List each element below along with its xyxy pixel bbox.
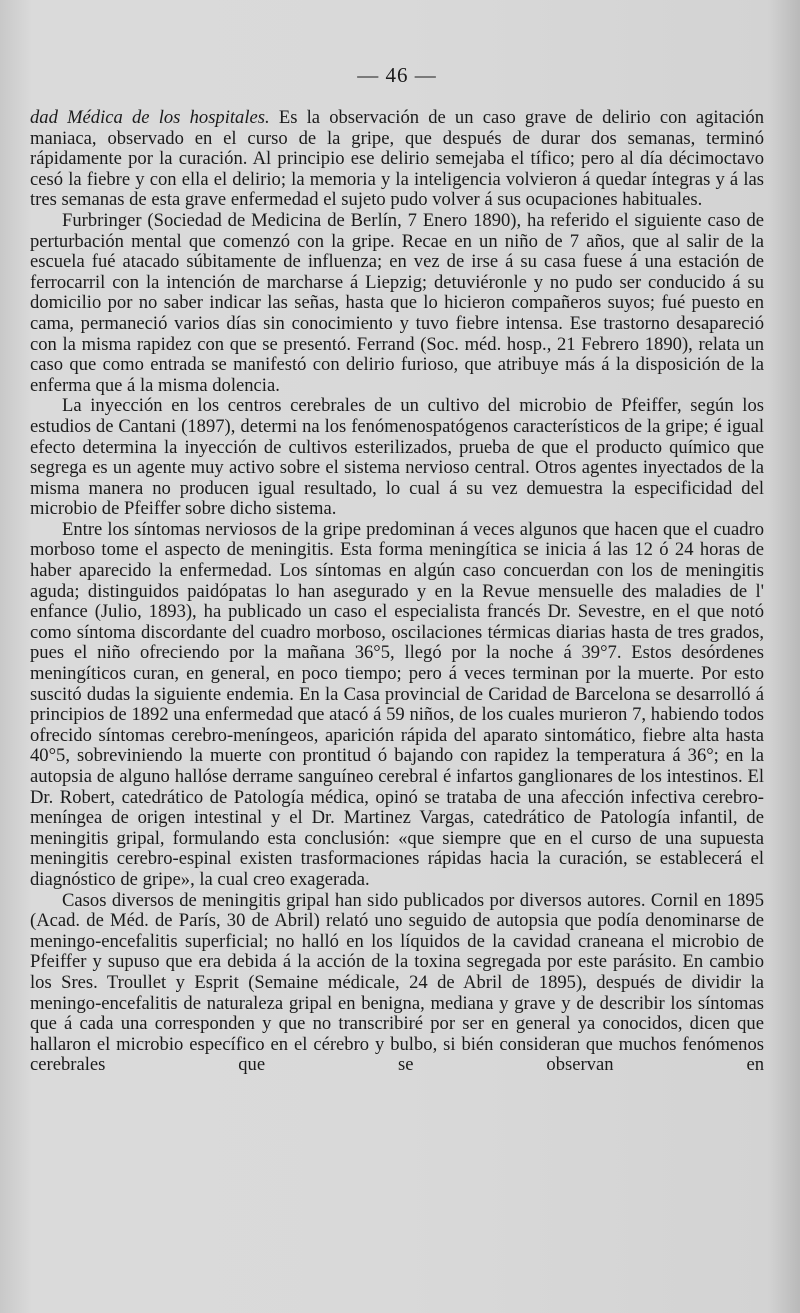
paragraph-3: La inyección en los centros cerebrales de un cultivo del microbio de Pfeiffer, según los estudios de Cantani (1897), determi na los fenómenospatógenos característicos de la gripe; é igual efecto determina la inyección de cultivos esterilizados, prueba de que el producto químico que segrega es un agente muy activo sobre el sistema nervioso central. Otros agentes inyectados de la misma manera no producen igual resultado, lo cual á su vez demuestra la especificidad del microbio de Pfeiffer sobre dicho sistema. (30, 395, 764, 520)
paragraph-1-italic-lead: dad Médica de los hospitales. (30, 107, 270, 128)
paragraph-2: Furbringer (Sociedad de Medicina de Berlín, 7 Enero 1890), ha referido el siguiente caso de perturbación mental que comenzó con la gripe. Recae en un niño de 7 años, que al salir de la escuela fué atacado súbitamente de influenza; en vez de irse á su casa fuese á una estación de ferrocarril con la intención de marcharse á Liepzig; detuviéronle y no pudo ser conducido á su domicilio por no saber indicar las señas, hasta que lo hicieron compañeros suyos; fué puesto en cama, permaneció varios días sin conocimiento y tuvo fiebre intensa. Ese trastorno desapareció con la misma rapidez con que se presentó. Ferrand (Soc. méd. hosp., 21 Febrero 1890), relata un caso que como entrada se manifestó con delirio furioso, que atribuye más á la disposición de la enferma que á la misma dolencia. (30, 209, 764, 396)
paragraph-1-text: Es la observación de un caso grave de delirio con agitación maniaca, observado en el curso de la gripe, que después de durar dos semanas, terminó rápidamente por la curación. Al principio ese delirio semejaba el tífico; pero al día décimoctavo cesó la fiebre y con ella el delirio; la memoria y la inteligencia volvieron á quedar íntegras y á las tres semanas de esta grave enfermedad el sujeto pudo volver á sus ocupaciones habituales. (30, 107, 764, 211)
paragraph-1 (30, 108, 764, 211)
paragraph-4: Entre los síntomas nerviosos de la gripe predominan á veces algunos que hacen que el cuadro morboso tome el aspecto de meningitis. Esta forma meningítica se inicia á las 12 ó 24 horas de haber aparecido la enfermedad. Los síntomas en algún caso concuerdan con los de meningitis aguda; distinguidos paidópatas lo han asegurado y en la Revue mensuelle des maladies de l' enfance (Julio, 1893), ha publicado un caso el especialista francés Dr. Sevestre, en el que notó como síntoma discordante del cuadro morboso, oscilaciones térmicas diarias hasta de tres grados, pues el niño ofreciendo por la mañana 36°5, llegó por la noche á 39°7. Estos desórdenes meningíticos curan, en general, en poco tiempo; pero á veces terminan por la muerte. Por esto suscitó dudas la siguiente endemia. En la Casa provincial de Caridad de Barcelona se desarrolló á principios de 1892 una enfermedad que atacó á 59 niños, de los cuales murieron 7, habiendo todos ofrecido síntomas cerebro-meníngeos, aparición rápida del aparato sintomático, fiebre alta hasta 40°5, sobreviniendo la muerte con prontitud ó bajando con rapidez la temperatura á 36°; en la autopsia de alguno hallóse derrame sanguíneo cerebral é infartos ganglionares de los intestinos. El Dr. Robert, catedrático de Patología médica, opinó se trataba de una afección infectiva cerebro-meníngea de origen intestinal y el Dr. Martinez Vargas, catedrático de Patología infantil, de meningitis gripal, formulando esta conclusión: «que siempre que en el curso de una supuesta meningitis cerebro-espinal existen trasformaciones rápidas hacia la curación, se establecerá el diagnóstico de gripe», la cual creo exagerada. (30, 518, 764, 890)
paragraph-5: Casos diversos de meningitis gripal han sido publicados por diversos autores. Cornil en 1895 (Acad. de Méd. de París, 30 de Abril) relató uno seguido de autopsia que podía denominarse de meningo-encefalitis superficial; no halló en los líquidos de la cavidad craneana el microbio de Pfeiffer y supuso que era debida á la acción de la toxina segregada por este parásito. En cambio los Sres. Troullet y Esprit (Semaine médicale, 24 de Abril de 1895), después de dividir la meningo-encefalitis de naturaleza gripal en benigna, mediana y grave y de describir los síntomas que á cada una corresponden y que no transcribiré por ser en general ya conocidos, dicen que hallaron el microbio específico en el cérebro y bulbo, si bién consideran que muchos fenómenos cerebrales que se observan en (30, 889, 764, 1076)
page-number: — 46 — (357, 63, 437, 87)
